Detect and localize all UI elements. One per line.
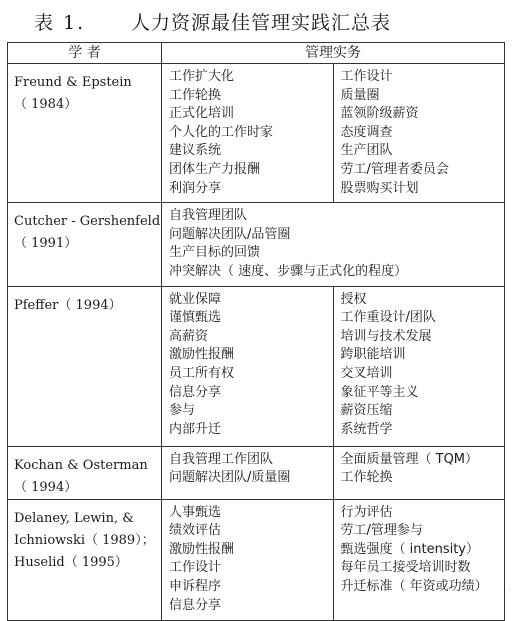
practice-item: 问题解决团队/品管圈 [169, 226, 291, 242]
practice-cell [162, 286, 334, 446]
practice-item: 态度调查 [340, 124, 393, 140]
practice-item: 质量圈 [340, 87, 380, 103]
practice-item: 工作扩大化 [169, 69, 235, 84]
scholar-cell [8, 203, 162, 286]
practice-item: 工作轮换 [169, 87, 222, 103]
practice-item: 股票购买计划 [340, 180, 419, 196]
practice-item: 生产目标的回馈 [169, 245, 261, 261]
practice-item: 自我管理工作团队 [169, 451, 274, 467]
table-row [8, 446, 505, 499]
scholar-line: （ 1984） [14, 97, 78, 112]
table-row [8, 203, 505, 286]
table-row [8, 64, 505, 203]
practice-cell [162, 446, 334, 499]
hr-practices-table [7, 42, 505, 621]
practice-item: 工作设计 [169, 560, 222, 576]
practice-item: 授权 [340, 291, 367, 307]
scholar-line: Cutcher - Gershenfeld [14, 214, 161, 230]
scholar-cell [8, 64, 162, 203]
table-number: 表 1. [34, 12, 86, 34]
practice-item: 申诉程序 [169, 578, 222, 594]
practice-item: 参与 [169, 403, 196, 419]
practice-item: 高薪资 [169, 328, 209, 344]
table-caption [0, 8, 515, 32]
header-practices: 管理实务 [162, 43, 505, 64]
practice-item: 激励性报酬 [169, 541, 235, 557]
practice-item: 每年员工接受培训时数 [340, 560, 471, 576]
scholar-cell [8, 499, 162, 620]
practice-item: 蓝领阶级薪资 [340, 106, 419, 122]
table-row [8, 286, 505, 446]
practice-item: 团体生产力报酬 [169, 161, 261, 177]
practice-item: 个人化的工作时家 [169, 124, 274, 140]
practice-cell [162, 499, 334, 620]
practice-item: 信息分享 [169, 384, 222, 400]
table-row [8, 499, 505, 620]
practice-cell [333, 446, 505, 499]
practice-item: 劳工/管理参与 [340, 523, 423, 539]
practice-item: 问题解决团队/质量圈 [169, 470, 291, 486]
scholar-line: Delaney, Lewin, & [14, 510, 134, 526]
header-scholar: 学 者 [8, 43, 162, 64]
scholar-line: （ 1994） [14, 479, 78, 495]
practice-item: 就业保障 [169, 291, 222, 307]
practice-item: 行为评估 [340, 504, 393, 520]
scholar-line: Huselid（ 1995） [14, 554, 128, 570]
practice-item: 薪资压缩 [340, 403, 393, 419]
scholar-line: Freund & Epstein [14, 75, 132, 90]
practice-item: 工作设计 [340, 69, 393, 84]
practice-item: 冲突解决（ 速度、步骤与正式化的程度） [169, 263, 408, 279]
practice-item: 象征平等主义 [340, 384, 419, 400]
practice-item: 交叉培训 [340, 365, 393, 381]
practice-item: 利润分享 [169, 180, 222, 196]
practice-item: 升迁标准（ 年资或功绩） [340, 578, 488, 594]
scholar-line: （ 1991） [14, 236, 78, 252]
practice-item: 生产团队 [340, 143, 393, 159]
practice-item: 工作轮换 [340, 470, 393, 486]
practice-item: 人事甄选 [169, 504, 222, 520]
practice-item: 员工所有权 [169, 365, 235, 381]
practice-item: 绩效评估 [169, 523, 222, 539]
practice-cell [162, 203, 505, 286]
practice-item: 正式化培训 [169, 106, 235, 122]
table-title: 人力资源最佳管理实践汇总表 [131, 12, 392, 34]
practice-item: 信息分享 [169, 597, 222, 613]
scholar-line: Pfeffer（ 1994） [14, 297, 122, 313]
header-row [8, 43, 505, 64]
practice-item: 激励性报酬 [169, 347, 235, 363]
practice-item: 全面质量管理（ TQM） [340, 451, 479, 467]
practice-item: 劳工/管理者委员会 [340, 161, 449, 177]
practice-cell [333, 499, 505, 620]
practice-item: 甄选强度（ intensity） [340, 541, 479, 557]
practice-cell [333, 64, 505, 203]
practice-item: 自我管理团队 [169, 208, 248, 224]
scholar-line: Kochan & Osterman [14, 457, 148, 473]
practice-cell [162, 64, 334, 203]
practice-item: 工作重设计/团队 [340, 310, 436, 326]
table-body [8, 64, 505, 621]
practice-item: 谨慎甄选 [169, 310, 222, 326]
practice-item: 建议系统 [169, 143, 222, 159]
practice-cell [333, 286, 505, 446]
scholar-cell [8, 446, 162, 499]
practice-item: 内部升迁 [169, 421, 222, 437]
practice-item: 培训与技术发展 [340, 328, 432, 344]
scholar-line: Ichniowski（ 1989）； [14, 532, 155, 548]
practice-item: 系统哲学 [340, 421, 393, 437]
page-mark: . [508, 585, 510, 592]
practice-item: 跨职能培训 [340, 347, 406, 363]
scholar-cell [8, 286, 162, 446]
